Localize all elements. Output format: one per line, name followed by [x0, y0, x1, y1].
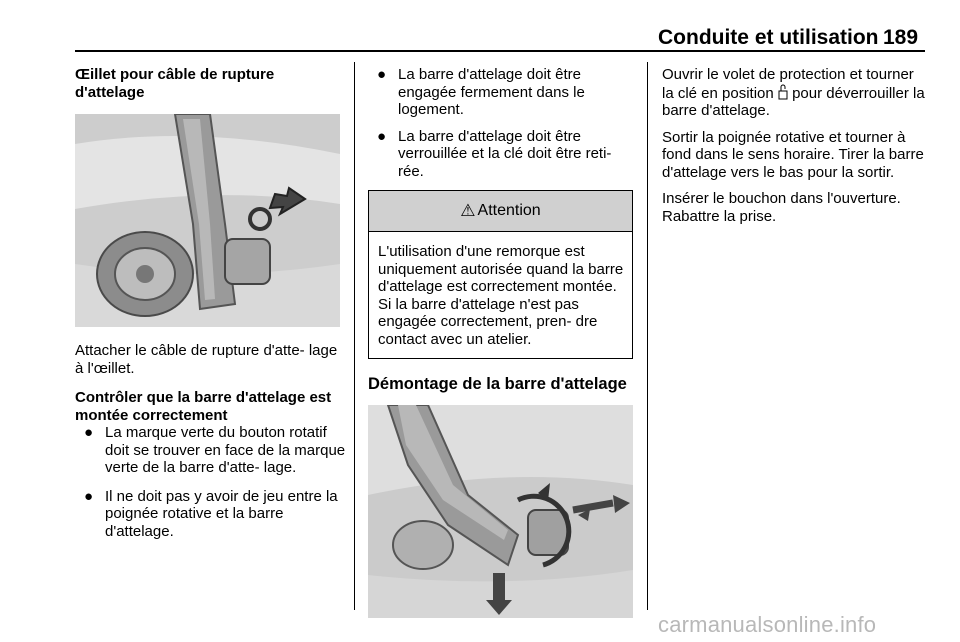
paragraph-text: Ouvrir le volet de protection et tourner la clé en position [662, 66, 914, 102]
list-item-text: La marque verte du bouton rotatif doit se trouver en face de la marque verte de la barre d'atte- lage. [105, 424, 346, 476]
bullet-dot-icon: ● [84, 424, 94, 441]
bullet-dot-icon: ● [377, 66, 387, 83]
warning-title: Attention [477, 202, 541, 220]
list-item-text: Il ne doit pas y avoir de jeu entre la poignée rotative et la barre d'attelage. [105, 487, 338, 540]
eyelet-caption: Attacher le câble de rupture d'atte- lage à l'œillet. [75, 342, 338, 377]
header-rule [75, 50, 925, 52]
unlock-icon [778, 85, 792, 102]
list-item [75, 488, 347, 541]
section-title: Démontage de la barre d'attelage [368, 375, 627, 393]
warning-header [369, 191, 632, 232]
check-heading: Contrôler que la barre d'attelage est montée correctement [75, 389, 332, 424]
column-divider-1 [354, 62, 355, 610]
paragraph-handle: Sortir la poignée rotative et tourner à fond dans le sens horaire. Tirer la barre d'attelage vers le bas pour la sortir. [662, 128, 924, 181]
warning-box [368, 190, 633, 359]
towbar-removal-illustration [368, 405, 633, 618]
page-number: 189 [883, 26, 919, 49]
towbar-eyelet-illustration [75, 114, 340, 327]
list-item [75, 424, 347, 477]
paragraph-unlock [662, 66, 927, 120]
column-divider-2 [647, 62, 648, 610]
paragraph-text: pour déverrouiller la barre d'attelage. [662, 84, 925, 119]
warning-triangle-icon: ⚠ [460, 201, 476, 221]
bullet-dot-icon: ● [84, 487, 94, 505]
paragraph-cap: Insérer le bouchon dans l'ouverture. Rabattre la prise. [662, 190, 901, 225]
watermark: carmanualsonline.info [658, 612, 877, 637]
page-header-title: Conduite et utilisation [658, 26, 879, 49]
column-1 [75, 66, 347, 540]
bullet-dot-icon: ● [377, 127, 387, 145]
list-item [368, 66, 633, 119]
warning-text: L'utilisation d'une remorque est uniquement autorisée quand la barre d'attelage est correctement montée. Si la barre d'attelage n'est pas engagée correctement, pren- dre contact avec un atelier. [378, 243, 624, 348]
column-3 [662, 66, 927, 225]
eyelet-heading: Œillet pour câble de rupture d'attelage [75, 66, 275, 101]
column-2 [368, 66, 633, 618]
list-item-text: La barre d'attelage doit être engagée fermement dans le logement. [398, 66, 585, 118]
list-item [368, 128, 633, 181]
list-item-text: La barre d'attelage doit être verrouillée et la clé doit être reti- rée. [398, 127, 612, 180]
